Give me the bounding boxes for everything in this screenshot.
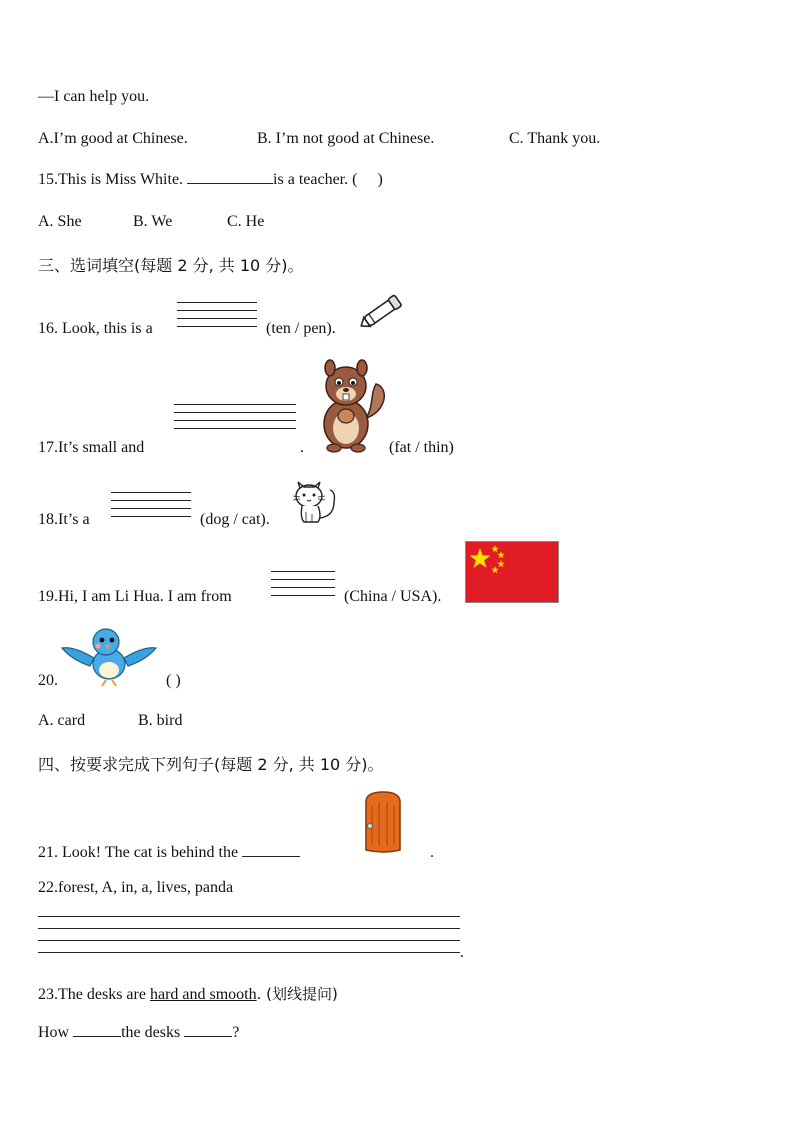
china-flag-icon [465, 541, 559, 603]
q22-end-dot: . [460, 944, 464, 961]
q21-dot: . [430, 844, 434, 861]
q23-blank-2[interactable] [184, 1036, 232, 1037]
q16-writing-lines[interactable] [177, 302, 257, 334]
q17-choices: (fat / thin) [389, 439, 454, 456]
q15-option-c: C. He [227, 213, 265, 230]
q23-text-before: 23.The desks are [38, 986, 150, 1003]
q23-text-after: . (划线提问) [256, 985, 338, 1003]
q19-choices: (China / USA). [344, 588, 442, 605]
q15-text-before: 15.This is Miss White. [38, 171, 188, 188]
q21-blank[interactable] [242, 856, 300, 857]
q15-question [38, 171, 383, 189]
q23-underlined-text: hard and smooth [149, 986, 257, 1003]
q14-option-b: B. I’m not good at Chinese. [257, 130, 435, 147]
q19-text: 19.Hi, I am Li Hua. I am from [38, 588, 232, 605]
q15-text-after: is a teacher. ( [273, 171, 358, 188]
q23-answer-start: How [38, 1024, 74, 1041]
door-icon [362, 790, 404, 854]
q16-text: 16. Look, this is a [38, 320, 153, 337]
squirrel-icon [314, 358, 388, 454]
q20-number: 20. [38, 672, 58, 689]
q14-option-c: C. Thank you. [509, 130, 601, 147]
q15-close-paren: ) [377, 171, 383, 188]
q23-answer-end: ? [232, 1024, 240, 1041]
q21-question [38, 844, 300, 862]
q16-choices: (ten / pen). [266, 320, 336, 337]
q17-dot: . [300, 439, 304, 456]
q20-answer-paren[interactable]: ( ) [166, 672, 181, 689]
q23-answer-mid: the desks [121, 1024, 185, 1041]
q14-answer-line: —I can help you. [38, 88, 150, 105]
q20-option-a: A. card [38, 712, 86, 729]
q15-option-a: A. She [38, 213, 82, 230]
q23-question [38, 983, 338, 1004]
q19-writing-lines[interactable] [271, 571, 335, 603]
section3-title: 三、选词填空(每题 2 分, 共 10 分)。 [38, 256, 304, 275]
q18-text: 18.It’s a [38, 511, 90, 528]
q17-text: 17.It’s small and [38, 439, 145, 456]
q18-choices: (dog / cat). [200, 511, 270, 528]
q23-answer-line [38, 1024, 239, 1042]
q20-option-b: B. bird [138, 712, 183, 729]
section4-title: 四、按要求完成下列句子(每题 2 分, 共 10 分)。 [38, 755, 384, 774]
q22-writing-lines[interactable] [38, 916, 460, 960]
pen-icon [356, 292, 408, 332]
q14-option-a: A.I’m good at Chinese. [38, 130, 188, 147]
q17-writing-lines[interactable] [174, 404, 296, 436]
q22-prompt: 22.forest, A, in, a, lives, panda [38, 879, 234, 896]
q18-writing-lines[interactable] [111, 492, 191, 524]
q21-text: 21. Look! The cat is behind the [38, 844, 239, 861]
q23-blank-1[interactable] [73, 1036, 121, 1037]
q15-blank[interactable] [187, 183, 273, 184]
q15-option-b: B. We [133, 213, 173, 230]
bird-icon [60, 624, 158, 688]
cat-icon [290, 476, 340, 524]
